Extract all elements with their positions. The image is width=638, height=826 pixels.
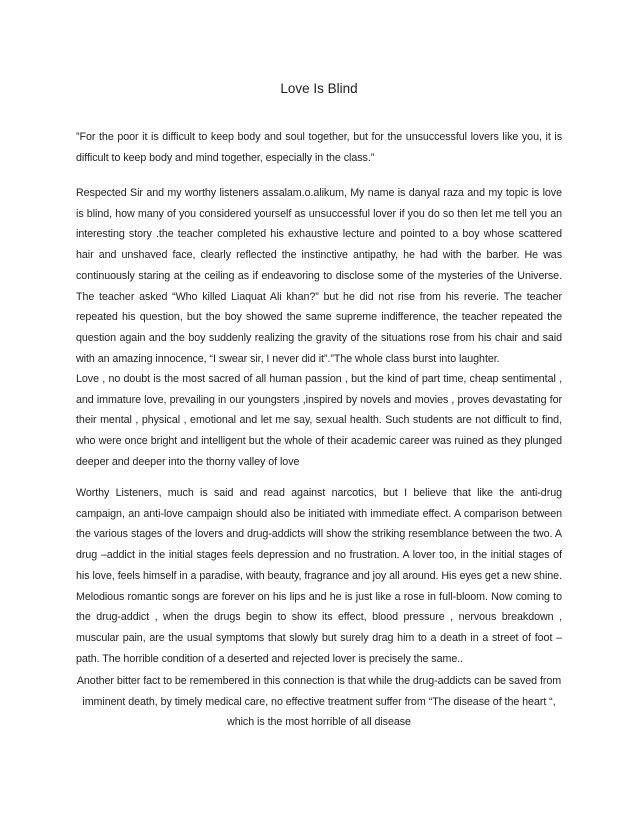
paragraph-conclusion: Another bitter fact to be remembered in this connection is that while the drug-addicts can be saved from imminent death, by timely medical care, no effective treatment suffer from “The disease of the heart “, which is the most horrible of all disease (76, 675, 562, 729)
paragraph-comparison: Worthy Listeners, much is said and read against narcotics, but I believe that like the anti-drug campaign, an anti-love campaign should also be initiated with immediate effect. A comparison between the various stages of the lovers and drug-addicts will show the striking resemblance between the two. A drug –addict in the initial stages feels depression and no frustration. A lover too, in the initial stages of his love, feels himself in a paradise, with beauty, fragrance and joy all around. His eyes get a new shine. Melodious romantic songs are forever on his lips and he is just like a rose in full-bloom. Now coming to the drug-addict , when the drugs begin to show its effect, blood pressure , nervous breakdown , muscular pain, are the usual symptoms that slowly but surely drag him to a death in a street of foot –path. The horrible condition of a deserted and rejected lover is precisely the same.. (76, 487, 562, 665)
paragraph-story: Respected Sir and my worthy listeners assalam.o.alikum, My name is danyal raza and my topic is love is blind, how many of you considered yourself as unsuccessful lover if you do so then let me tell you an interesting story .the teacher completed his exhaustive lecture and pointed to a boy whose scattered hair and unshaved face, clearly reflected the instinctive antipathy, he had with the barber. He was continuously staring at the ceiling as if endeavoring to disclose some of the mysteries of the Universe. The teacher asked “Who killed Liaquat Ali khan?” but he did not rise from his reverie. The teacher repeated his question, but the boy showed the same supreme indifference, the teacher repeated the question again and the boy suddenly realizing the gravity of the situations rose from his chair and said with an amazing innocence, “I swear sir, I never did it”.”The whole class burst into laughter. (76, 187, 562, 365)
paragraph-love: Love , no doubt is the most sacred of all human passion , but the kind of part time, cheap sentimental , and immature love, prevailing in our youngsters ,inspired by novels and movies , proves devastating for their mental , physical , emotional and let me say, sexual health. Such students are not difficult to find, who were once bright and intelligent but the whole of their academic career was ruined as they plunged deeper and deeper into the thorny valley of love (76, 373, 562, 468)
paragraph-quote: ”For the poor it is difficult to keep body and soul together, but for the unsuccessful lovers like you, it is difficult to keep body and mind together, especially in the class.” (76, 131, 562, 164)
page-title: Love Is Blind (280, 81, 358, 96)
